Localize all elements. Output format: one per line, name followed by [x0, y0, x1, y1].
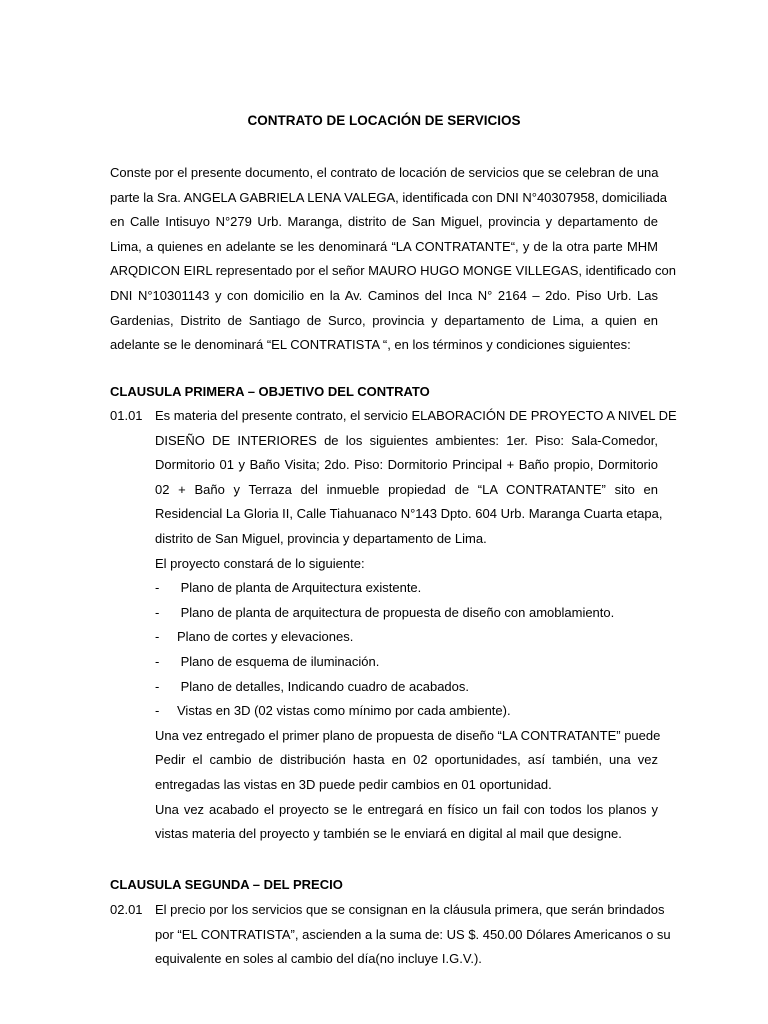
clause2-line: equivalente en soles al cambio del día(no incluye I.G.V.).	[155, 951, 482, 967]
list-item-text: Plano de detalles, Indicando cuadro de acabados.	[177, 678, 469, 694]
list-item-text: Plano de planta de Arquitectura existente.	[177, 580, 422, 596]
intro-line: DNI N°10301143 y con domicilio en la Av. Caminos del Inca N° 2164 – 2do. Piso Urb. Las	[110, 287, 658, 303]
clause1-after-line: vistas materia del proyecto y también se le enviará en digital al mail que designe.	[155, 826, 622, 842]
clause1-after-line: Una vez acabado el proyecto se le entregará en físico un fail con todos los planos y	[155, 801, 658, 817]
intro-line: adelante se le denominará “EL CONTRATISTA “, en los términos y condiciones siguientes:	[110, 337, 631, 353]
clause2-line: El precio por los servicios que se consignan en la cláusula primera, que serán brindados	[155, 902, 665, 917]
intro-line: ARQDICON EIRL representado por el señor MAURO HUGO MONGE VILLEGAS, identificado con	[110, 263, 676, 279]
list-item	[155, 675, 658, 700]
clause1-body	[155, 404, 677, 847]
clause1-line: Es materia del presente contrato, el servicio ELABORACIÓN DE PROYECTO A NIVEL DE	[155, 408, 677, 423]
list-item	[155, 625, 658, 650]
list-item	[155, 601, 658, 626]
list-item-text: Plano de planta de arquitectura de propuesta de diseño con amoblamiento.	[177, 604, 615, 620]
intro-line: en Calle Intisuyo N°279 Urb. Maranga, distrito de San Miguel, provincia y departamento de	[110, 214, 658, 230]
intro-line: parte la Sra. ANGELA GABRIELA LENA VALEGA, identificada con DNI N°40307958, domiciliada	[110, 189, 668, 205]
clause1-after-line: Una vez entregado el primer plano de propuesta de diseño “LA CONTRATANTE” puede	[155, 727, 661, 743]
clause1-line: DISEÑO DE INTERIORES de los siguientes ambientes: 1er. Piso: Sala-Comedor,	[155, 432, 658, 448]
intro-line: Gardenias, Distrito de Santiago de Surco, provincia y departamento de Lima, a quien en	[110, 312, 658, 328]
bullet-dash: -	[155, 703, 160, 719]
list-item	[155, 699, 658, 724]
intro-paragraph	[110, 161, 676, 358]
clause2-number: 02.01	[110, 902, 143, 917]
clause1-line: Residencial La Gloria II, Calle Tiahuanaco N°143 Dpto. 604 Urb. Maranga Cuarta etapa,	[155, 506, 663, 522]
intro-line: Conste por el presente documento, el contrato de locación de servicios que se celebran de una	[110, 165, 659, 180]
clause1-heading: CLAUSULA PRIMERA – OBJETIVO DEL CONTRATO	[110, 384, 430, 399]
clause2-section	[110, 898, 671, 972]
clause1-line: distrito de San Miguel, provincia y departamento de Lima.	[155, 530, 487, 546]
bullet-dash: -	[155, 604, 160, 620]
list-item-text: Plano de cortes y elevaciones.	[177, 629, 354, 645]
clause1-after-line: Pedir el cambio de distribución hasta en 02 oportunidades, así también, una vez	[155, 752, 658, 768]
document-title: CONTRATO DE LOCACIÓN DE SERVICIOS	[247, 113, 521, 128]
clause1-line: 02 + Baño y Terraza del inmueble propiedad de “LA CONTRATANTE” sito en	[155, 481, 658, 497]
clause1-section	[110, 404, 677, 847]
clause1-number: 01.01	[110, 408, 143, 423]
bullet-dash: -	[155, 678, 160, 694]
clause2-heading: CLAUSULA SEGUNDA – DEL PRECIO	[110, 877, 343, 892]
list-item-text: Plano de esquema de iluminación.	[177, 653, 380, 669]
clause1-line: Dormitorio 01 y Baño Visita; 2do. Piso: Dormitorio Principal + Baño propio, Dormitorio	[155, 457, 658, 473]
intro-line: Lima, a quienes en adelante se les denominará “LA CONTRATANTE“, y de la otra parte MHM	[110, 238, 658, 254]
bullet-dash: -	[155, 629, 160, 645]
list-intro: El proyecto constará de lo siguiente:	[155, 555, 365, 571]
bullet-dash: -	[155, 653, 160, 669]
list-item	[155, 576, 658, 601]
list-item-text: Vistas en 3D (02 vistas como mínimo por cada ambiente).	[177, 703, 511, 719]
clause2-line: por “EL CONTRATISTA”, ascienden a la suma de: US $. 450.00 Dólares Americanos o su	[155, 926, 671, 942]
clause2-body	[155, 898, 671, 972]
clause1-after-line: entregadas las vistas en 3D puede pedir cambios en 01 oportunidad.	[155, 776, 552, 792]
bullet-dash: -	[155, 580, 160, 596]
list-item	[155, 650, 658, 675]
